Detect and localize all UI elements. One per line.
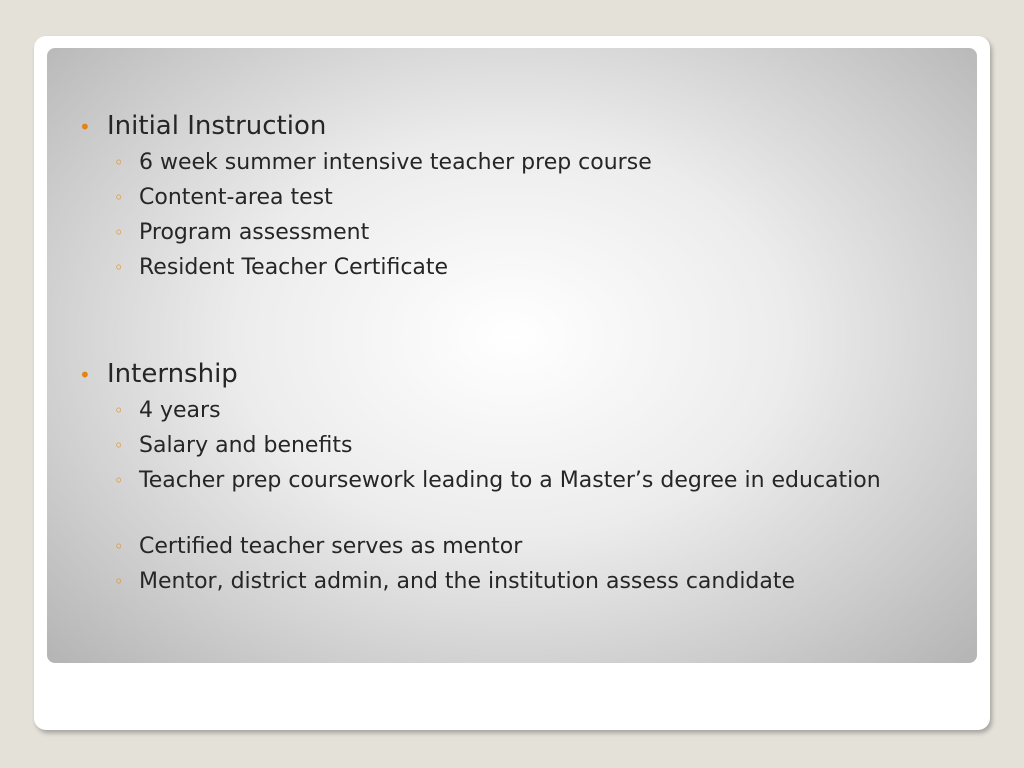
list-item-text: 6 week summer intensive teacher prep course: [139, 150, 652, 175]
hollow-bullet-icon: ◦: [114, 258, 124, 277]
section-heading-text: Internship: [107, 359, 238, 389]
list-item-text: Program assessment: [139, 220, 370, 245]
list-item-text: Content-area test: [139, 185, 333, 210]
list-item-text: Teacher prep coursework leading to a Master’s degree in education: [139, 468, 881, 493]
list-item: [114, 183, 929, 213]
bullet-outline: [47, 48, 977, 663]
list-item-text: Certified teacher serves as mentor: [139, 534, 523, 559]
list-item: [114, 253, 929, 283]
list-item-text: Mentor, district admin, and the institution assess candidate: [139, 569, 796, 594]
hollow-bullet-icon: ◦: [114, 188, 124, 207]
section-heading-initial-instruction: [79, 111, 327, 141]
hollow-bullet-icon: ◦: [114, 436, 124, 455]
list-item-text: 4 years: [139, 398, 221, 423]
hollow-bullet-icon: ◦: [114, 153, 124, 172]
hollow-bullet-icon: ◦: [114, 537, 124, 556]
list-item: [114, 148, 929, 178]
hollow-bullet-icon: ◦: [114, 572, 124, 591]
orange-bullet-icon: •: [79, 363, 91, 387]
section-heading-text: Initial Instruction: [107, 111, 327, 141]
hollow-bullet-icon: ◦: [114, 223, 124, 242]
list-item: [114, 218, 929, 248]
list-item: [114, 567, 929, 597]
list-item: [114, 396, 929, 426]
orange-bullet-icon: •: [79, 115, 91, 139]
hollow-bullet-icon: ◦: [114, 471, 124, 490]
list-item-text: Salary and benefits: [139, 433, 353, 458]
list-item: [114, 532, 929, 562]
list-item: [114, 431, 929, 461]
hollow-bullet-icon: ◦: [114, 401, 124, 420]
list-item-text: Resident Teacher Certificate: [139, 255, 449, 280]
content-panel: [47, 48, 977, 663]
section-heading-internship: [79, 359, 238, 389]
list-item: [114, 466, 929, 496]
